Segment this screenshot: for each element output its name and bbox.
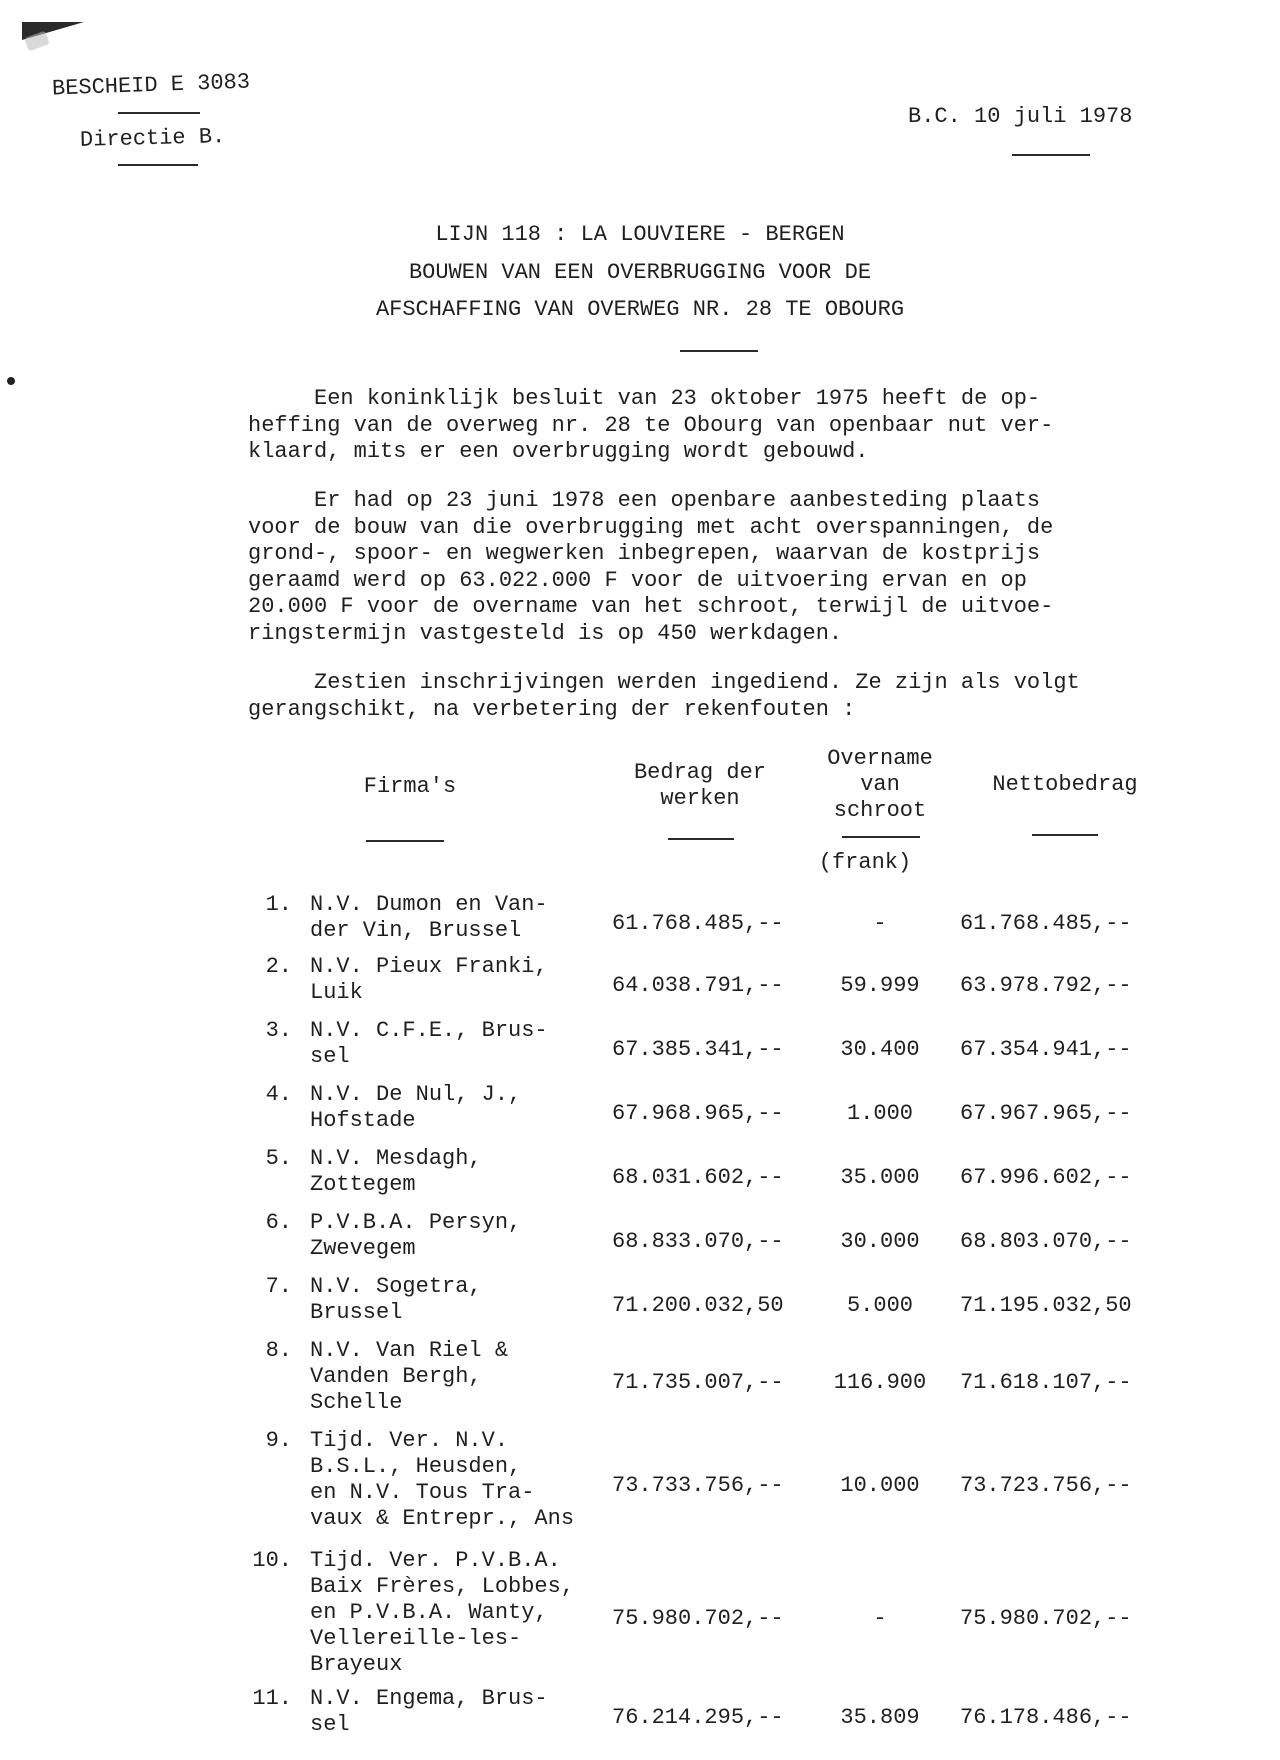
paragraph-line: Een koninklijk besluit van 23 oktober 1975 heeft de op- — [248, 386, 1041, 411]
scrap-amount: 5.000 — [846, 1293, 913, 1318]
header-scrap — [800, 746, 960, 824]
header-works — [610, 760, 790, 812]
firm-name — [310, 1082, 521, 1134]
firm-name-line: N.V. De Nul, J., — [310, 1082, 522, 1107]
net-amount: 71.618.107,-- — [960, 1370, 1132, 1395]
directorate-underline — [118, 164, 198, 166]
firm-name-line: N.V. Pieux Franki, — [310, 954, 548, 979]
firm-name-line: N.V. Dumon en Van- — [310, 892, 548, 917]
row-number: 11. — [252, 1686, 292, 1711]
paragraph-line: Zestien inschrijvingen werden ingediend. Ze zijn als volgt — [248, 670, 1080, 695]
scrap-amount: 30.000 — [840, 1229, 920, 1254]
reference-underline — [118, 112, 200, 114]
works-amount: 73.733.756,-- — [612, 1473, 784, 1498]
row-number: 6. — [265, 1210, 292, 1235]
net-amount: 71.195.032,50 — [960, 1293, 1132, 1318]
scrap-amount: 59.999 — [840, 973, 920, 998]
firm-name-line: N.V. Sogetra, — [310, 1274, 482, 1299]
header-works-line: Bedrag der — [633, 760, 767, 785]
header-unit: (frank) — [818, 850, 912, 875]
scrap-amount: 10.000 — [840, 1473, 920, 1498]
paragraph-3 — [248, 670, 1178, 723]
paragraph-1 — [248, 386, 1178, 466]
header-net-underline — [1032, 834, 1098, 836]
works-amount: 68.031.602,-- — [612, 1165, 784, 1190]
scrap-amount: 1.000 — [846, 1101, 913, 1126]
works-amount: 71.735.007,-- — [612, 1370, 784, 1395]
paragraph-line: 20.000 F voor de overname van het schroot, terwijl de uitvoe- — [248, 594, 1054, 619]
scrap-amount: 116.900 — [833, 1370, 927, 1395]
paragraph-line: klaard, mits er een overbrugging wordt gebouwd. — [248, 439, 869, 464]
paragraph-line: gerangschikt, na verbetering der rekenfouten : — [248, 696, 856, 722]
firm-name — [310, 1428, 574, 1532]
header-scrap-line: schroot — [833, 798, 927, 823]
firm-name — [310, 954, 548, 1006]
works-amount: 64.038.791,-- — [612, 973, 784, 998]
scrap-amount: - — [873, 1606, 887, 1631]
firm-name-line: B.S.L., Heusden, — [310, 1454, 522, 1479]
row-number: 10. — [252, 1548, 292, 1573]
firm-name-line: Tijd. Ver. P.V.B.A. — [310, 1548, 561, 1573]
document-date: B.C. 10 juli 1978 — [908, 104, 1133, 129]
firm-name-line: Vanden Bergh, — [310, 1364, 482, 1389]
paragraph-line: voor de bouw van die overbrugging met acht overspanningen, de — [248, 514, 1054, 540]
firm-name-line: N.V. Mesdagh, — [310, 1146, 482, 1171]
firm-name-line: vaux & Entrepr., Ans — [310, 1506, 575, 1531]
firm-name-line: Baix Frères, Lobbes, — [310, 1574, 575, 1599]
firm-name-line: Vellereille-les- — [310, 1626, 522, 1651]
firm-name-line: N.V. C.F.E., Brus- — [310, 1018, 548, 1043]
title-underline — [680, 350, 758, 352]
paragraph-line: grond-, spoor- en wegwerken inbegrepen, waarvan de kostprijs — [248, 541, 1041, 566]
header-scrap-line: Overname — [827, 746, 933, 771]
firm-name-line: N.V. Engema, Brus- — [310, 1686, 548, 1711]
title-line-3: AFSCHAFFING VAN OVERWEG NR. 28 TE OBOURG — [375, 297, 905, 322]
header-firm: Firma's — [363, 774, 457, 799]
works-amount: 68.833.070,-- — [612, 1229, 784, 1254]
row-number: 4. — [265, 1082, 292, 1107]
firm-name-line: en N.V. Tous Tra- — [310, 1480, 535, 1505]
row-number: 2. — [265, 954, 292, 979]
works-amount: 67.968.965,-- — [612, 1101, 784, 1126]
firm-name-line: Tijd. Ver. N.V. — [310, 1428, 509, 1453]
firm-name — [310, 1548, 574, 1678]
firm-name-line: Brussel — [310, 1300, 403, 1325]
header-works-underline — [668, 838, 734, 840]
works-amount: 71.200.032,50 — [612, 1293, 784, 1318]
firm-name-line: Zottegem — [310, 1172, 416, 1197]
net-amount: 68.803.070,-- — [960, 1229, 1132, 1254]
firm-name — [310, 1686, 548, 1738]
header-scrap-underline — [842, 836, 920, 838]
firm-name-line: Zwevegem — [310, 1236, 416, 1261]
header-firm-underline — [366, 840, 444, 842]
title-line-1: LIJN 118 : LA LOUVIERE - BERGEN — [435, 222, 845, 247]
row-number: 8. — [265, 1338, 292, 1363]
row-number: 1. — [265, 892, 292, 917]
firm-name-line: Luik — [310, 980, 363, 1005]
scrap-amount: 35.809 — [840, 1705, 920, 1730]
works-amount: 67.385.341,-- — [612, 1037, 784, 1062]
works-amount: 76.214.295,-- — [612, 1705, 784, 1730]
row-number: 3. — [265, 1018, 292, 1043]
firm-name-line: en P.V.B.A. Wanty, — [310, 1600, 548, 1625]
net-amount: 76.178.486,-- — [960, 1705, 1132, 1730]
firm-name — [310, 1338, 508, 1416]
scrap-amount: 30.400 — [840, 1037, 920, 1062]
punch-dot — [7, 377, 15, 385]
paragraph-line: ringstermijn vastgesteld is op 450 werkdagen. — [248, 620, 843, 646]
net-amount: 73.723.756,-- — [960, 1473, 1132, 1498]
net-amount: 75.980.702,-- — [960, 1606, 1132, 1631]
scrap-amount: 35.000 — [840, 1165, 920, 1190]
paragraph-line: geraamd werd op 63.022.000 F voor de uitvoering ervan en op — [248, 567, 1027, 593]
paragraph-line: Er had op 23 juni 1978 een openbare aanbesteding plaats — [248, 488, 1041, 513]
net-amount: 61.768.485,-- — [960, 911, 1132, 936]
row-number: 9. — [265, 1428, 292, 1453]
firm-name-line: Schelle — [310, 1390, 403, 1415]
net-amount: 67.354.941,-- — [960, 1037, 1132, 1062]
reference-number: BESCHEID E 3083 — [51, 69, 251, 102]
firm-name-line: sel — [310, 1712, 350, 1737]
firm-name-line: Hofstade — [310, 1108, 416, 1133]
net-amount: 63.978.792,-- — [960, 973, 1132, 998]
net-amount: 67.996.602,-- — [960, 1165, 1132, 1190]
works-amount: 61.768.485,-- — [612, 911, 784, 936]
header-scrap-line: van — [860, 772, 900, 797]
header-net: Nettobedrag — [992, 772, 1138, 797]
header-works-line: werken — [660, 786, 740, 811]
firm-name-line: Brayeux — [310, 1652, 403, 1677]
paragraph-2 — [248, 488, 1178, 647]
row-number: 7. — [265, 1274, 292, 1299]
firm-name-line: der Vin, Brussel — [310, 918, 522, 943]
scrap-amount: - — [873, 911, 887, 936]
firm-name-line: P.V.B.A. Persyn, — [310, 1210, 522, 1235]
directorate: Directie B. — [79, 124, 226, 153]
title-line-2: BOUWEN VAN EEN OVERBRUGGING VOOR DE — [408, 260, 872, 285]
paragraph-line: heffing van de overweg nr. 28 te Obourg van openbaar nut ver- — [248, 412, 1054, 438]
row-number: 5. — [265, 1146, 292, 1171]
firm-name-line: sel — [310, 1044, 350, 1069]
firm-name — [310, 1146, 482, 1198]
firm-name — [310, 892, 548, 944]
works-amount: 75.980.702,-- — [612, 1606, 784, 1631]
firm-name-line: N.V. Van Riel & — [310, 1338, 509, 1363]
firm-name — [310, 1210, 521, 1262]
firm-name — [310, 1018, 548, 1070]
date-underline — [1012, 154, 1090, 156]
firm-name — [310, 1274, 482, 1326]
net-amount: 67.967.965,-- — [960, 1101, 1132, 1126]
